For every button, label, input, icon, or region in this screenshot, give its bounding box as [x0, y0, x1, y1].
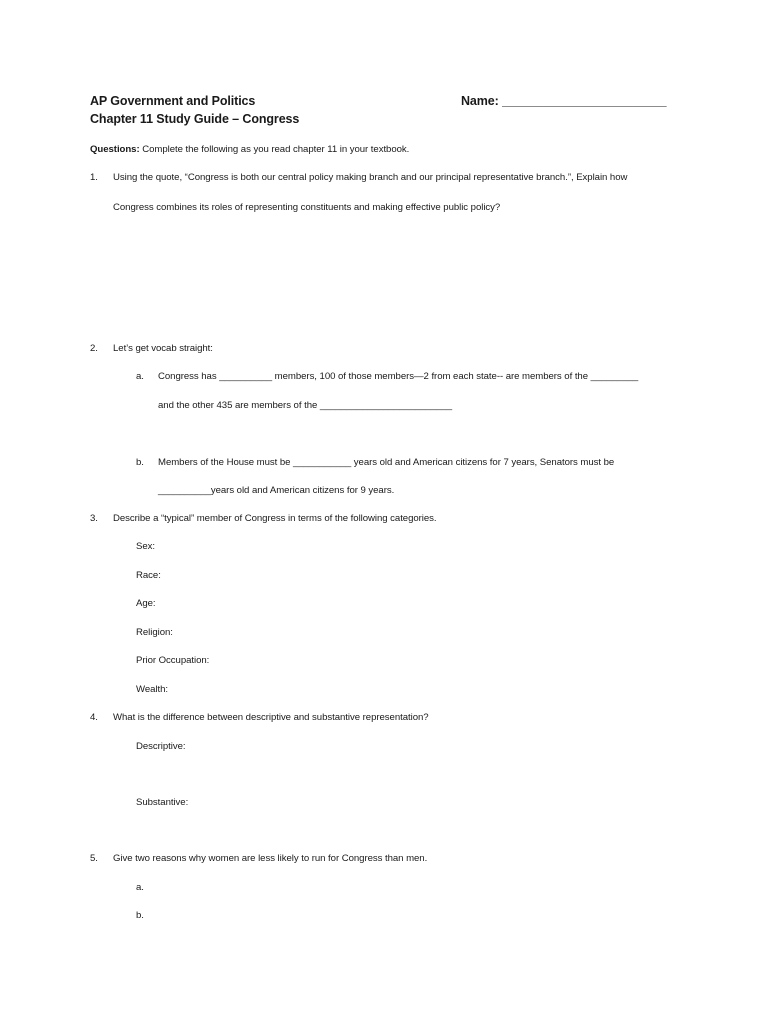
q2-number: 2.: [90, 343, 98, 354]
q5-item-a: a.: [136, 882, 144, 893]
q3-item-sex: Sex:: [136, 541, 155, 552]
q3-number: 3.: [90, 513, 98, 524]
q3-item-wealth: Wealth:: [136, 684, 169, 695]
q3-text: Describe a “typical” member of Congress in terms of the following categories.: [113, 513, 437, 524]
q3-item-age: Age:: [136, 598, 156, 609]
course-title: AP Government and Politics: [90, 94, 256, 108]
q2-text: Let’s get vocab straight:: [113, 343, 213, 354]
q5-text: Give two reasons why women are less likely to run for Congress than men.: [113, 853, 428, 864]
q3-item-race: Race:: [136, 570, 161, 581]
q5-number: 5.: [90, 853, 98, 864]
q4-substantive-label: Substantive:: [136, 797, 189, 808]
q4-descriptive-label: Descriptive:: [136, 741, 186, 752]
q4-text: What is the difference between descriptive and substantive representation?: [113, 712, 429, 723]
page-title: Chapter 11 Study Guide – Congress: [90, 112, 300, 126]
q2b-letter: b.: [136, 457, 144, 468]
instructions: [90, 144, 409, 155]
instructions-text: Complete the following as you read chapter 11 in your textbook.: [139, 144, 410, 155]
q2b-line2: __________years old and American citizens for 9 years.: [158, 485, 395, 496]
q3-item-prior-occupation: Prior Occupation:: [136, 655, 210, 666]
q2a-letter: a.: [136, 371, 144, 382]
q1-line1: Using the quote, “Congress is both our central policy making branch and our principal representative branch.”, Explain how: [113, 172, 628, 183]
q2b-line1: Members of the House must be ___________ years old and American citizens for 7 years, Senators must be: [158, 457, 615, 468]
q3-item-religion: Religion:: [136, 627, 173, 638]
q1-number: 1.: [90, 172, 98, 183]
instructions-label: Questions:: [90, 144, 140, 155]
name-field[interactable]: Name: ________________________: [461, 94, 667, 108]
q4-number: 4.: [90, 712, 98, 723]
q2a-line1: Congress has __________ members, 100 of those members—2 from each state-- are members of the _________: [158, 371, 639, 382]
q1-line2: Congress combines its roles of representing constituents and making effective public policy?: [113, 202, 501, 213]
q5-item-b: b.: [136, 910, 144, 921]
q2a-line2: and the other 435 are members of the _________________________: [158, 400, 453, 411]
